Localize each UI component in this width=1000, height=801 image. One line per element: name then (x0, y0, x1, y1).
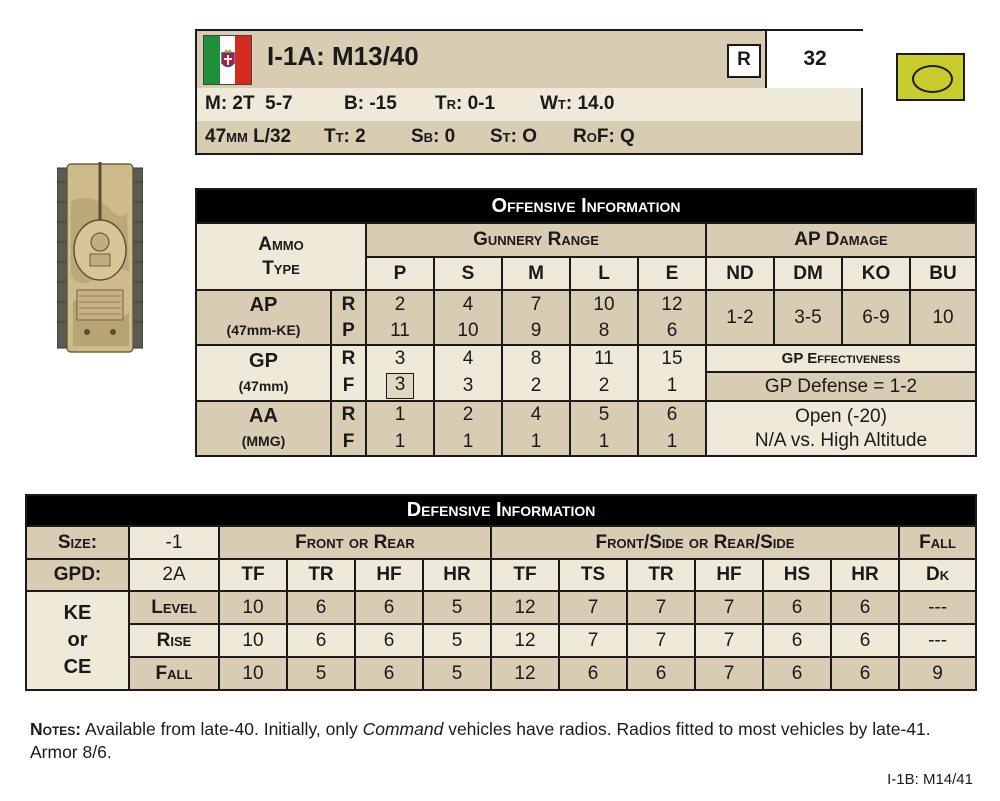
ammo-label: Ammo (258, 233, 304, 255)
stat-gun: 47mm L/32 (205, 126, 292, 147)
range-cell: 3 (366, 345, 434, 372)
range-cell: 8 (570, 318, 638, 345)
range-cell: 2 (366, 290, 434, 318)
unit-header-card (195, 29, 863, 155)
gpd-value: 2A (129, 559, 219, 591)
armor-col-header: HR (831, 559, 899, 591)
tank-top-view-icon (57, 162, 143, 354)
stat-movement: M: 2T 5-7 (205, 93, 293, 114)
fall-header: Fall (899, 526, 976, 559)
armor-cell: 6 (831, 624, 899, 657)
armor-cell: 6 (763, 657, 831, 690)
gun-stats-row (197, 121, 861, 153)
armor-col-header: TR (287, 559, 355, 591)
range-cell: 8 (502, 345, 570, 372)
damage-cell: 10 (910, 290, 976, 345)
armor-cell: 7 (559, 624, 627, 657)
row-f-label: F (331, 428, 366, 456)
range-col-header: M (502, 257, 570, 290)
savoy-crest-icon (220, 49, 236, 71)
notes-text-em: Command (362, 719, 444, 739)
radio-badge: R (727, 44, 761, 78)
aa-note (706, 401, 976, 456)
damage-col-header: ND (706, 257, 774, 290)
armor-cell: 6 (831, 657, 899, 690)
range-cell: 1 (366, 428, 434, 456)
damage-cell: 6-9 (842, 290, 910, 345)
stat-rof: RoF: Q (573, 126, 635, 147)
dk-header: Dk (899, 559, 976, 591)
notes-label: Notes: (30, 719, 82, 739)
ke-ce-label (26, 591, 129, 690)
ammo-name: GP (249, 349, 278, 372)
stat-st: St: O (490, 126, 537, 147)
size-label: Size: (26, 526, 129, 559)
range-cell: 11 (366, 318, 434, 345)
notes-paragraph (30, 718, 980, 764)
ammo-row-label (196, 290, 331, 345)
armor-cell: 12 (491, 591, 559, 624)
armor-cell: 6 (287, 624, 355, 657)
armor-col-header: HF (695, 559, 763, 591)
damage-col-header: BU (910, 257, 976, 290)
italian-flag-icon (203, 35, 252, 85)
row-r-label: R (331, 345, 366, 372)
armor-cell: 7 (695, 657, 763, 690)
armor-cell: 6 (287, 591, 355, 624)
armor-cell: 10 (219, 591, 287, 624)
armor-cell: 6 (355, 657, 423, 690)
range-col-header: S (434, 257, 502, 290)
ke-label: KE (63, 602, 92, 624)
range-cell: 10 (434, 318, 502, 345)
armor-cell: 10 (219, 624, 287, 657)
row-f-label: F (331, 372, 366, 401)
gp-defense-value: GP Defense = 1-2 (706, 372, 976, 401)
unit-cost: 32 (765, 31, 863, 88)
damage-cell: 3-5 (774, 290, 842, 345)
armor-cell: 5 (423, 591, 491, 624)
range-cell: 12 (638, 290, 706, 318)
ce-label: CE (63, 656, 92, 678)
size-value: -1 (129, 526, 219, 559)
armor-cell: 12 (491, 657, 559, 690)
armor-cell: 5 (423, 657, 491, 690)
ammo-type-header (196, 223, 366, 290)
row-f-label: P (331, 318, 366, 345)
stat-weight: Wt: 14.0 (540, 93, 615, 114)
armor-cell: 6 (559, 657, 627, 690)
offensive-information-table (195, 188, 977, 457)
range-cell: 15 (638, 345, 706, 372)
range-cell: 2 (434, 401, 502, 428)
unit-name: I-1A: M13/40 (267, 41, 419, 71)
ammo-sub: (47mm-KE) (226, 322, 301, 338)
range-cell: 1 (434, 428, 502, 456)
front-or-rear-header: Front or Rear (219, 526, 491, 559)
armor-cell: 7 (695, 591, 763, 624)
gpd-label: GPD: (26, 559, 129, 591)
range-cell: 1 (502, 428, 570, 456)
armor-cell: 7 (695, 624, 763, 657)
armor-cell: 6 (763, 591, 831, 624)
range-cell: 1 (638, 428, 706, 456)
armor-cell: 6 (831, 591, 899, 624)
ammo-sub: (MMG) (241, 433, 286, 449)
ammo-name: AA (249, 405, 278, 427)
aa-note-line1: Open (-20) (795, 405, 887, 427)
armor-cell: 10 (219, 657, 287, 690)
damage-col-header: DM (774, 257, 842, 290)
ammo-row-label (196, 345, 331, 401)
range-cell: 4 (502, 401, 570, 428)
armor-cell: 7 (627, 591, 695, 624)
unit-type-badge (896, 53, 965, 101)
dk-cell: 9 (899, 657, 976, 690)
boxed-value: 3 (386, 373, 414, 399)
notes-text-b: vehicles have radios. Radios fitted to most vehicles by late-41. Armor 8/6. (30, 719, 931, 762)
ammo-row-label (196, 401, 331, 456)
unit-title-row (197, 31, 861, 90)
armor-cell: 5 (287, 657, 355, 690)
range-cell (366, 372, 434, 401)
damage-col-header: KO (842, 257, 910, 290)
range-col-header: P (366, 257, 434, 290)
defensive-information-table (25, 494, 977, 691)
row-r-label: R (331, 290, 366, 318)
range-col-header: E (638, 257, 706, 290)
range-cell: 9 (502, 318, 570, 345)
terrain-row-label: Fall (129, 657, 219, 690)
armor-cell: 5 (423, 624, 491, 657)
gunnery-range-header: Gunnery Range (366, 223, 706, 257)
gp-effectiveness-label: GP Effectiveness (706, 345, 976, 372)
range-cell: 5 (570, 401, 638, 428)
ammo-sub: (47mm) (238, 377, 289, 394)
armor-col-header: TF (219, 559, 287, 591)
range-col-header: L (570, 257, 638, 290)
defensive-title: Defensive Information (26, 495, 976, 526)
movement-stats-row (197, 88, 861, 123)
armor-cell: 6 (355, 624, 423, 657)
range-cell: 1 (638, 372, 706, 401)
ap-damage-header: AP Damage (706, 223, 976, 257)
terrain-row-label: Rise (129, 624, 219, 657)
armor-col-header: HR (423, 559, 491, 591)
or-label: or (67, 629, 88, 651)
range-cell: 3 (434, 372, 502, 401)
stat-sb: Sb: 0 (411, 126, 456, 147)
damage-cell: 1-2 (706, 290, 774, 345)
range-cell: 7 (502, 290, 570, 318)
range-cell: 11 (570, 345, 638, 372)
ammo-name: AP (249, 294, 278, 316)
range-cell: 4 (434, 345, 502, 372)
armor-cell: 7 (627, 624, 695, 657)
range-cell: 2 (570, 372, 638, 401)
row-r-label: R (331, 401, 366, 428)
armor-col-header: HF (355, 559, 423, 591)
stat-tt: Tt: 2 (324, 126, 366, 147)
armor-col-header: TS (559, 559, 627, 591)
armor-cell: 12 (491, 624, 559, 657)
stat-b: B: -15 (344, 93, 397, 114)
armor-cell: 6 (763, 624, 831, 657)
range-cell: 1 (570, 428, 638, 456)
type-label: Type (262, 257, 300, 279)
range-cell: 6 (638, 318, 706, 345)
armor-col-header: HS (763, 559, 831, 591)
armor-cell: 6 (627, 657, 695, 690)
armor-cell: 7 (559, 591, 627, 624)
range-cell: 1 (366, 401, 434, 428)
range-cell: 4 (434, 290, 502, 318)
dk-cell: --- (899, 624, 976, 657)
front-side-header: Front/Side or Rear/Side (491, 526, 899, 559)
armor-col-header: TR (627, 559, 695, 591)
aa-note-line2: N/A vs. High Altitude (754, 429, 928, 451)
armor-col-header: TF (491, 559, 559, 591)
stat-tr: Tr: 0-1 (435, 93, 496, 114)
terrain-row-label: Level (129, 591, 219, 624)
range-cell: 2 (502, 372, 570, 401)
dk-cell: --- (899, 591, 976, 624)
oval-icon (912, 65, 953, 93)
notes-text-a: Available from late-40. Initially, only (85, 719, 363, 739)
next-unit-reference: I-1B: M14/41 (887, 771, 973, 788)
offensive-title: Offensive Information (196, 189, 976, 223)
range-cell: 10 (570, 290, 638, 318)
range-cell: 6 (638, 401, 706, 428)
armor-cell: 6 (355, 591, 423, 624)
